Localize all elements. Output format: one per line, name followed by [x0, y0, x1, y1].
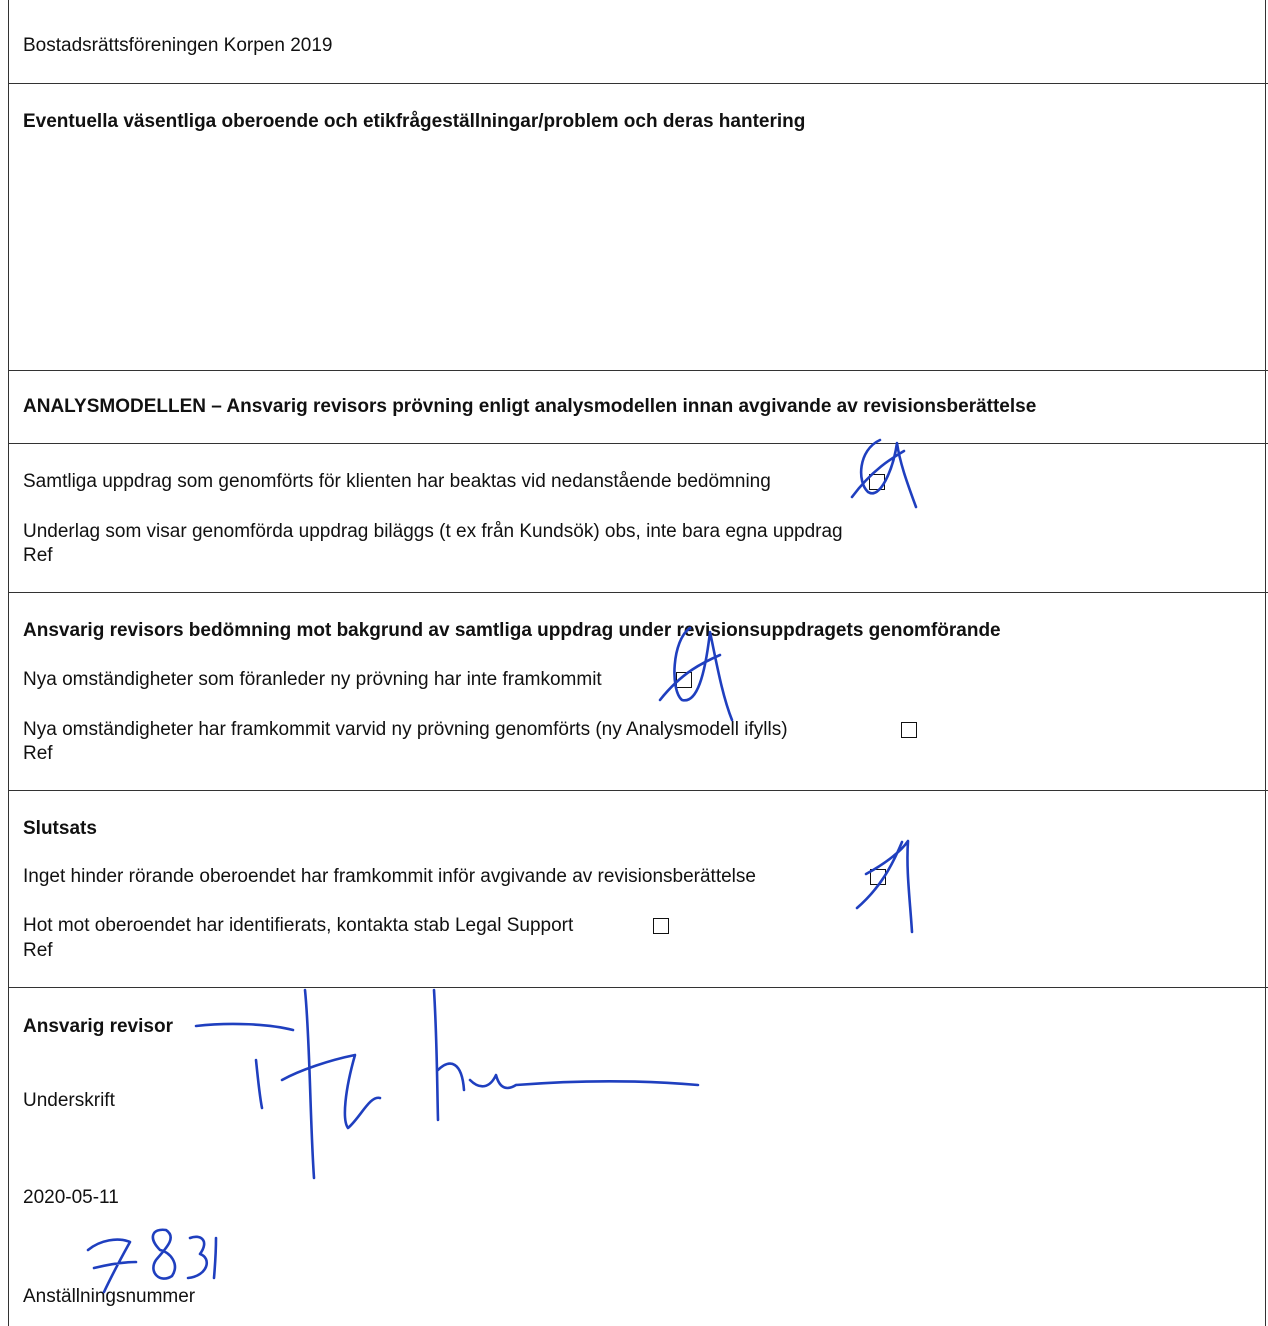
threat-identified-text: Hot mot oberoendet har identifierats, kontakta stab Legal Support — [23, 915, 574, 936]
divider — [8, 790, 1268, 791]
signature-label: Underskrift — [23, 1090, 115, 1111]
responsible-auditor-heading: Ansvarig revisor — [23, 1016, 173, 1037]
divider — [8, 83, 1268, 84]
ref-label: Ref — [23, 940, 53, 961]
employee-number-label: Anställningsnummer — [23, 1286, 196, 1307]
divider — [8, 592, 1268, 593]
new-circumstances-checkbox[interactable] — [901, 722, 917, 738]
conclusion-heading: Slutsats — [23, 818, 97, 839]
attachment-note-text: Underlag som visar genomförda uppdrag biläggs (t ex från Kundsök) obs, inte bara egna uppdrag — [23, 521, 843, 542]
threat-identified-checkbox[interactable] — [653, 918, 669, 934]
assessment-heading: Ansvarig revisors bedömning mot bakgrund av samtliga uppdrag under revisionsuppdragets genomförande — [23, 620, 1001, 641]
no-new-circumstances-checkbox[interactable] — [676, 672, 692, 688]
divider — [8, 987, 1268, 988]
new-circumstances-text: Nya omständigheter har framkommit varvid ny prövning genomförts (ny Analysmodell ifylls) — [23, 719, 788, 740]
divider — [8, 443, 1268, 444]
no-obstacle-text: Inget hinder rörande oberoendet har framkommit inför avgivande av revisionsberättelse — [23, 866, 756, 887]
independence-heading: Eventuella väsentliga oberoende och etikfrågeställningar/problem och deras hantering — [23, 111, 806, 132]
assignments-considered-checkbox[interactable] — [869, 474, 885, 490]
no-obstacle-checkbox[interactable] — [870, 869, 886, 885]
assignments-considered-text: Samtliga uppdrag som genomförts för klienten har beaktas vid nedanstående bedömning — [23, 471, 771, 492]
form-frame — [8, 0, 1266, 1326]
analysis-model-heading: ANALYSMODELLEN – Ansvarig revisors prövning enligt analysmodellen innan avgivande av revisionsberättelse — [23, 396, 1037, 417]
ref-label: Ref — [23, 545, 53, 566]
ref-label: Ref — [23, 743, 53, 764]
document-title: Bostadsrättsföreningen Korpen 2019 — [23, 35, 333, 56]
divider — [8, 370, 1268, 371]
no-new-circumstances-text: Nya omständigheter som föranleder ny prövning har inte framkommit — [23, 669, 602, 690]
signature-date: 2020-05-11 — [23, 1187, 119, 1208]
